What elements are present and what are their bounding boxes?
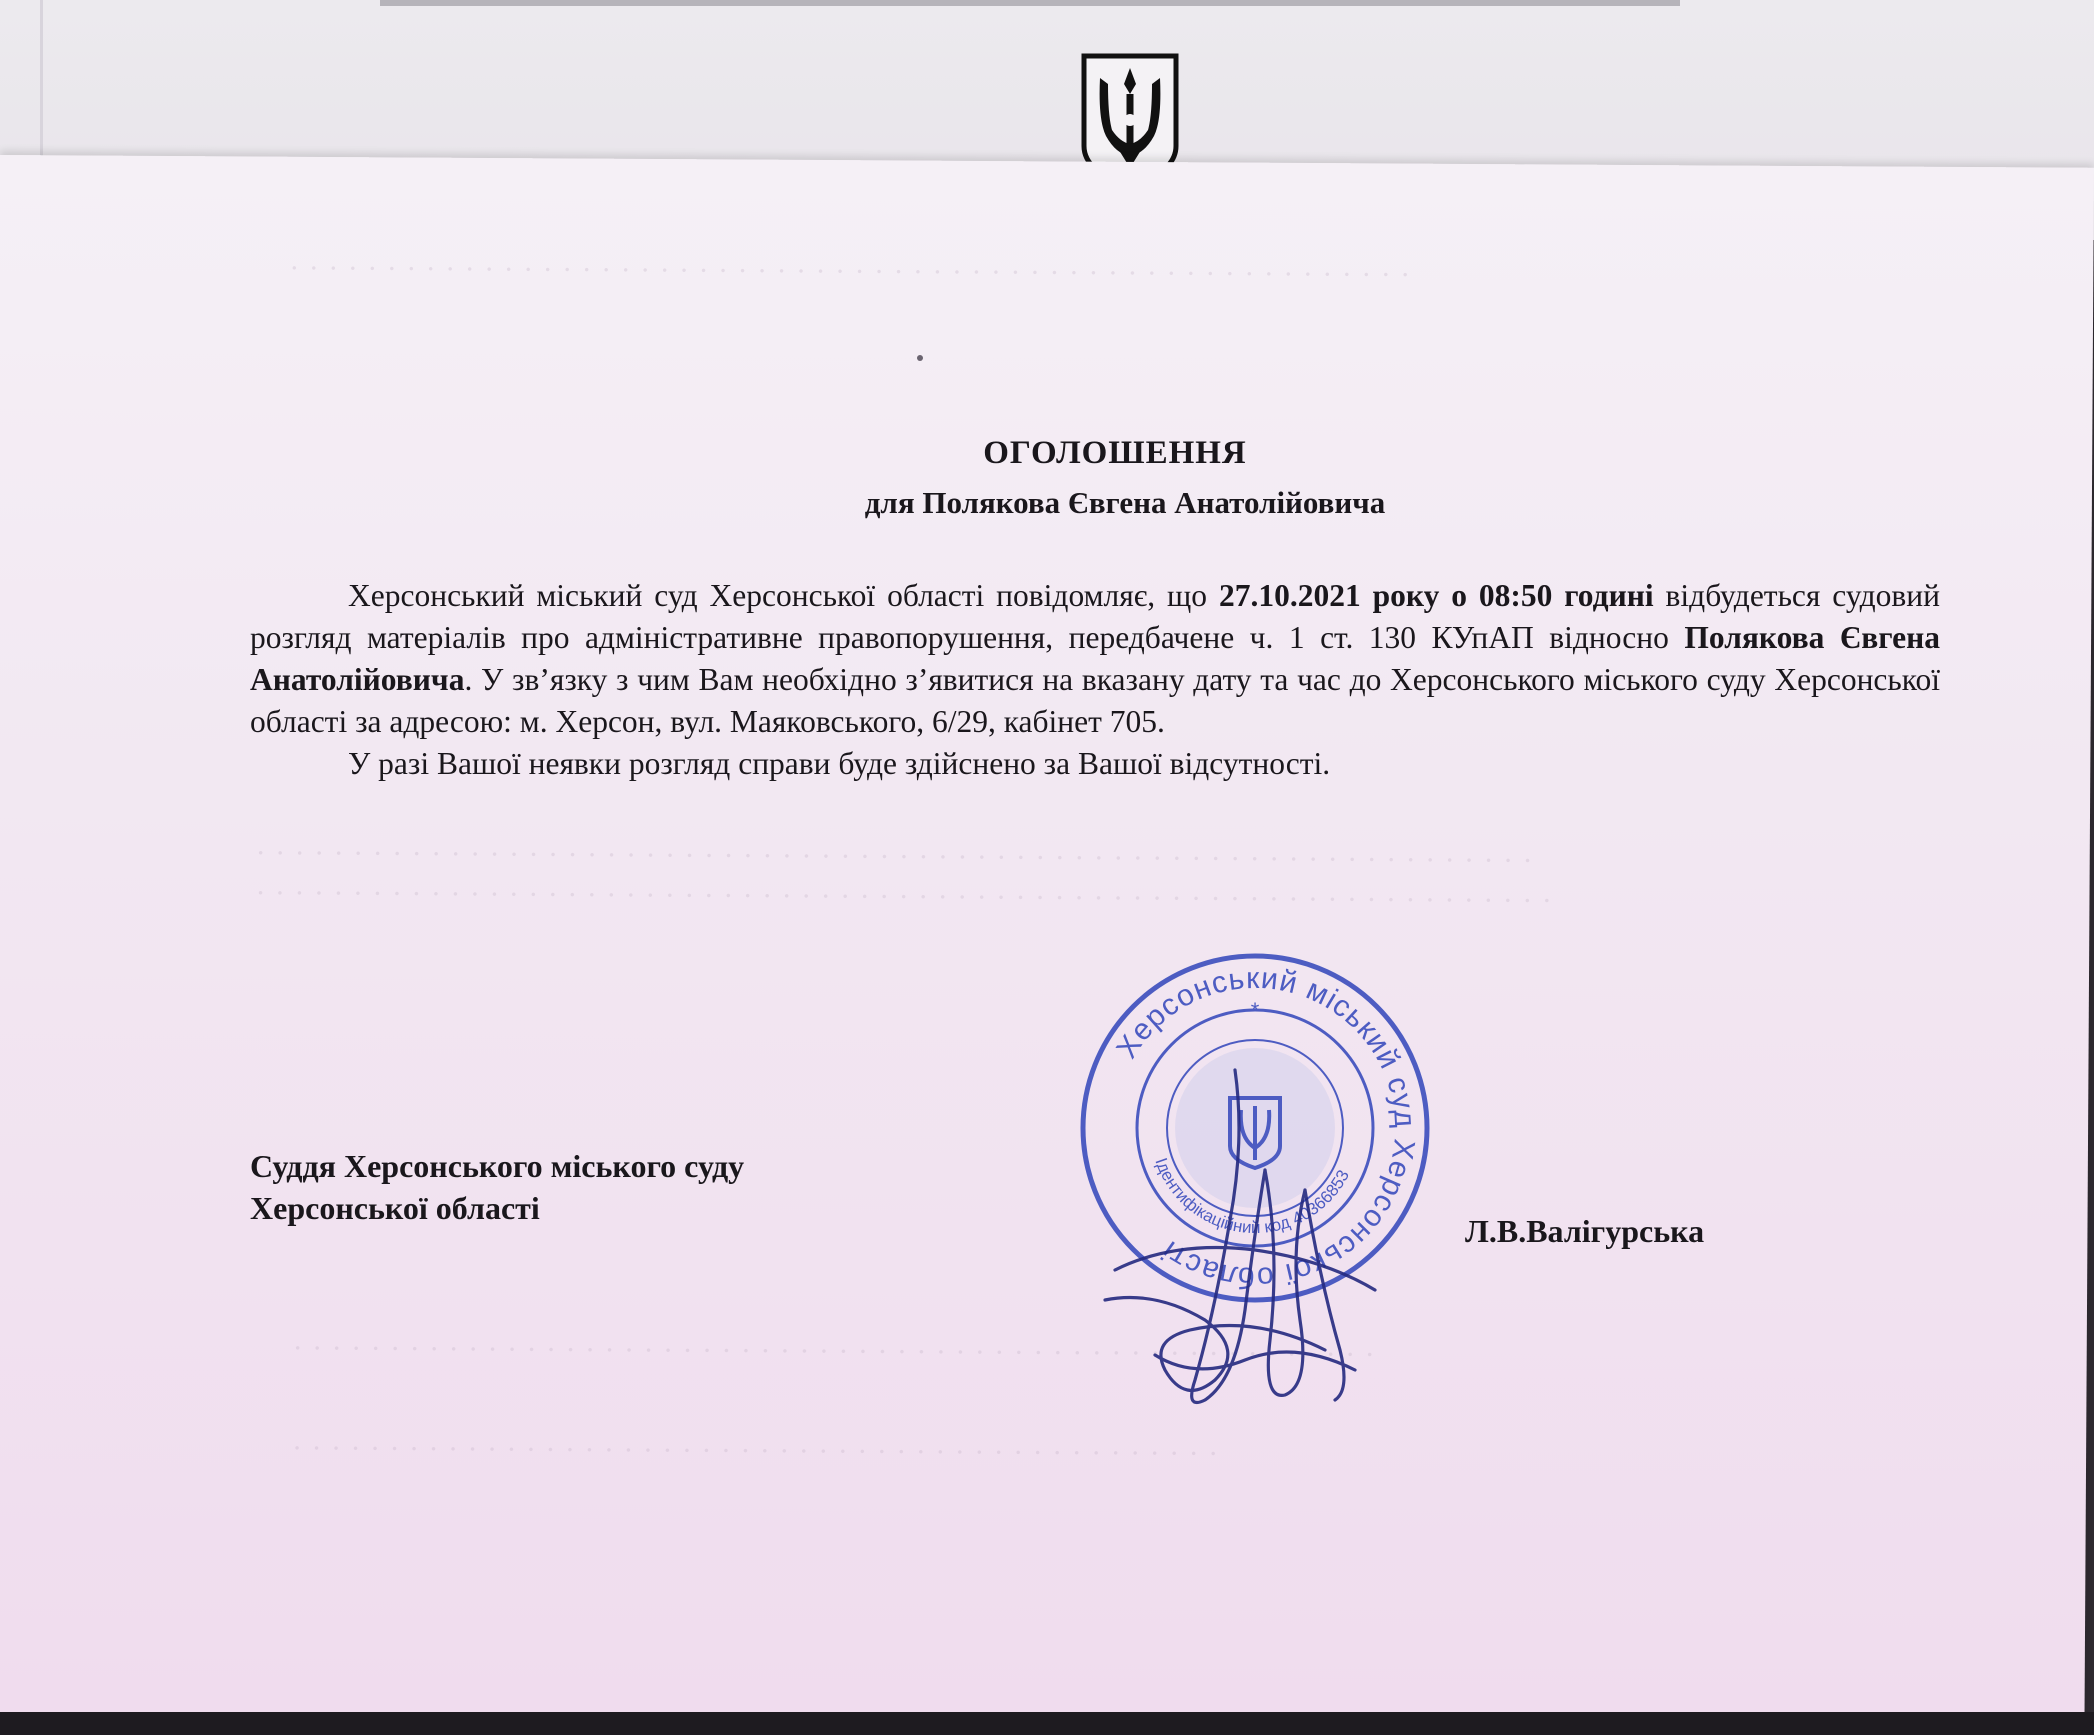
document-heading: ОГОЛОШЕННЯ <box>983 435 1247 471</box>
main-sheet: · · · · · · · · · · · · · · · · · · · · · · · · · · · · · · · · · · · · · · · · · · · · · · · · · · · · · · · · · · · · · · · · · · · · · · · · · · · · · · · · · · · · · · · · · · · · · · · · · · · · · · · · · · · · · · · · · · · · · · · · · · · · · · · · · · · · · · · · · · · · · · · · · · · · · · · · · · · · · · · · · · · · · · · · · · · · · · · · · · · · · · · · · · · · · · · · · · · · · · · · · · · · · · · · · · · · · · · · · · · · · · · · · · · · · · · · · · · · · · · · · · · · · · · · · · · · · · · · · · · · · · · · · · · · · · · · · · · · · · · · · · · · · · · · · · · · · · · <box>0 155 2094 1728</box>
hearing-datetime: 27.10.2021 року о 08:50 годині <box>1218 578 1654 613</box>
paragraph-notice-part1: Херсонський міський суд Херсонської області повідомляє, що <box>348 578 1219 613</box>
paragraph-notice-part3: . У зв’язку з чим Вам необхідно з’явитися на вказану дату та час до Херсонського міського суду Херсонської області за адресою: м. Херсон, вул. Маяковського, 6/29, кабінет 705. <box>250 662 1940 739</box>
document-body <box>250 575 1940 785</box>
paragraph-notice-part2: відбудеться судовий розгляд матеріалів про адміністративне правопорушення, передбачене ч. 1 ст. 130 КУпАП відносно <box>250 578 1941 655</box>
svg-text:*: * <box>1250 998 1260 1023</box>
bottom-dark-strip <box>0 1712 2094 1735</box>
svg-text:Ідентифікаційний код 40366853: Ідентифікаційний код 40366853 <box>1151 1155 1354 1238</box>
svg-text:Херсонський міський суд Херсон: Херсонський міський суд Херсонської області <box>1110 961 1422 1295</box>
judge-title <box>250 1145 744 1229</box>
judge-title-line2: Херсонської області <box>250 1190 540 1226</box>
handwritten-signature <box>1095 1050 1395 1430</box>
paragraph-notice <box>250 575 1940 743</box>
judge-name: Л.В.Валігурська <box>1465 1213 1705 1249</box>
document-subheading: для Полякова Євгена Анатолійовича <box>864 485 1386 520</box>
paragraph-absence: У разі Вашої неявки розгляд справи буде здійснено за Вашої відсутності. <box>348 746 1331 781</box>
judge-title-line1: Суддя Херсонського міського суду <box>250 1148 745 1184</box>
defendant-name: Полякова Євгена Анатолійовича <box>250 620 1940 697</box>
